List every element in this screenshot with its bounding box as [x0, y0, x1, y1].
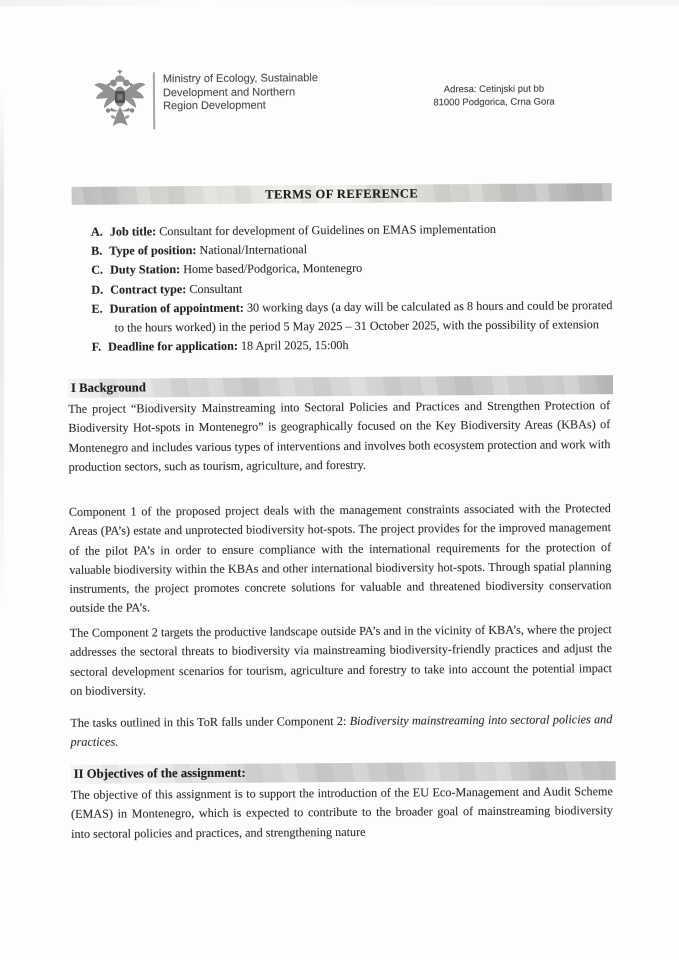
job-detail-item-e	[91, 296, 612, 338]
ministry-name-line: Ministry of Ecology, Sustainable	[162, 72, 318, 86]
item-label: Duty Station:	[110, 262, 181, 278]
tasks-text: The tasks outlined in this ToR falls under Component 2:	[70, 713, 350, 730]
item-label: Contract type:	[110, 281, 187, 297]
item-value: Consultant for development of Guidelines on EMAS implementation	[159, 221, 497, 239]
montenegro-coat-of-arms-icon	[93, 68, 147, 130]
address-line: Adresa: Cetinjski put bb	[443, 83, 545, 96]
letterhead-divider	[153, 72, 155, 129]
section-heading-objectives: II Objectives of the assignment:	[71, 761, 616, 784]
item-label: Job title:	[109, 224, 157, 239]
item-letter: D.	[91, 282, 104, 297]
document-title: TERMS OF REFERENCE	[72, 183, 612, 205]
background-paragraph-1: The project “Biodiversity Mainstreaming into Sectoral Policies and Practices and Strengthen Protection of Biodiversity Hot-spots in Montenegro” is geographically focused on the Key Biodiversity Areas (KBAs) of Montenegro and includes various types of interventions and involves both ecosystem protection and work with production sectors, such as tourism, agriculture, and forestry.	[68, 398, 611, 474]
ministry-address	[422, 83, 566, 109]
job-detail-item-f	[92, 334, 613, 357]
section-heading-background: I Background	[68, 375, 613, 398]
job-details-list	[91, 219, 613, 357]
ministry-name	[163, 72, 353, 114]
item-value: Consultant	[189, 281, 243, 296]
item-letter: E.	[91, 301, 103, 316]
background-paragraph-3: The Component 2 targets the productive landscape outside PA’s and in the vicinity of KBA’s, where the project addresses the sectoral threats to biodiversity via mainstreaming biodiversity-friendly practices and adjust the sectoral development scenarios for tourism, agriculture and forestry to take into account the potential impact on biodiversity.	[69, 622, 613, 698]
ministry-name-line: Region Development	[163, 99, 266, 113]
item-value: 18 April 2025, 15:00h	[240, 338, 349, 353]
objectives-paragraph: The objective of this assignment is to support the introduction of the EU Eco-Management and Audit Scheme (EMAS) in Montenegro, which is expected to contribute to the broader goal of mainstreaming biodiversity into sectoral policies and practices, and strengthening nature	[70, 784, 614, 841]
background-paragraph-2: Component 1 of the proposed project deals with the management constraints associated with the Protected Areas (PA’s) estate and unprotected biodiversity hot-spots. The project provides for the improved management of the pilot PA’s in order to ensure compliance with the international requirements for the protection of valuable biodiversity within the KBAs and other international biodiversity hot-spots. Through spatial planning instruments, the project promotes concrete solutions for valuable and threatened biodiversity conservation outside the PA’s.	[68, 501, 612, 616]
item-letter: F.	[91, 339, 102, 354]
item-letter: C.	[91, 263, 104, 278]
item-label: Deadline for application:	[108, 338, 238, 354]
item-label: Duration of appointment:	[109, 300, 244, 316]
tasks-italic-text: Biodiversity mainstreaming into sectoral policies and practices.	[70, 712, 613, 750]
item-label: Type of position:	[109, 243, 197, 258]
item-letter: B.	[91, 243, 103, 258]
address-line: 81000 Podgorica, Crna Gora	[433, 95, 555, 108]
background-tasks-paragraph	[70, 710, 612, 752]
item-value: 30 working days (a day will be calculated as 8 hours and could be prorated to the hours worked) in the period 5 May 2025 – 31 October 2025, with the possibility of extension	[114, 297, 613, 335]
item-letter: A.	[90, 224, 103, 239]
ministry-name-line: Development and Northern	[162, 85, 296, 99]
item-value: Home based/Podgorica, Montenegro	[183, 261, 363, 277]
item-value: National/International	[199, 242, 308, 258]
